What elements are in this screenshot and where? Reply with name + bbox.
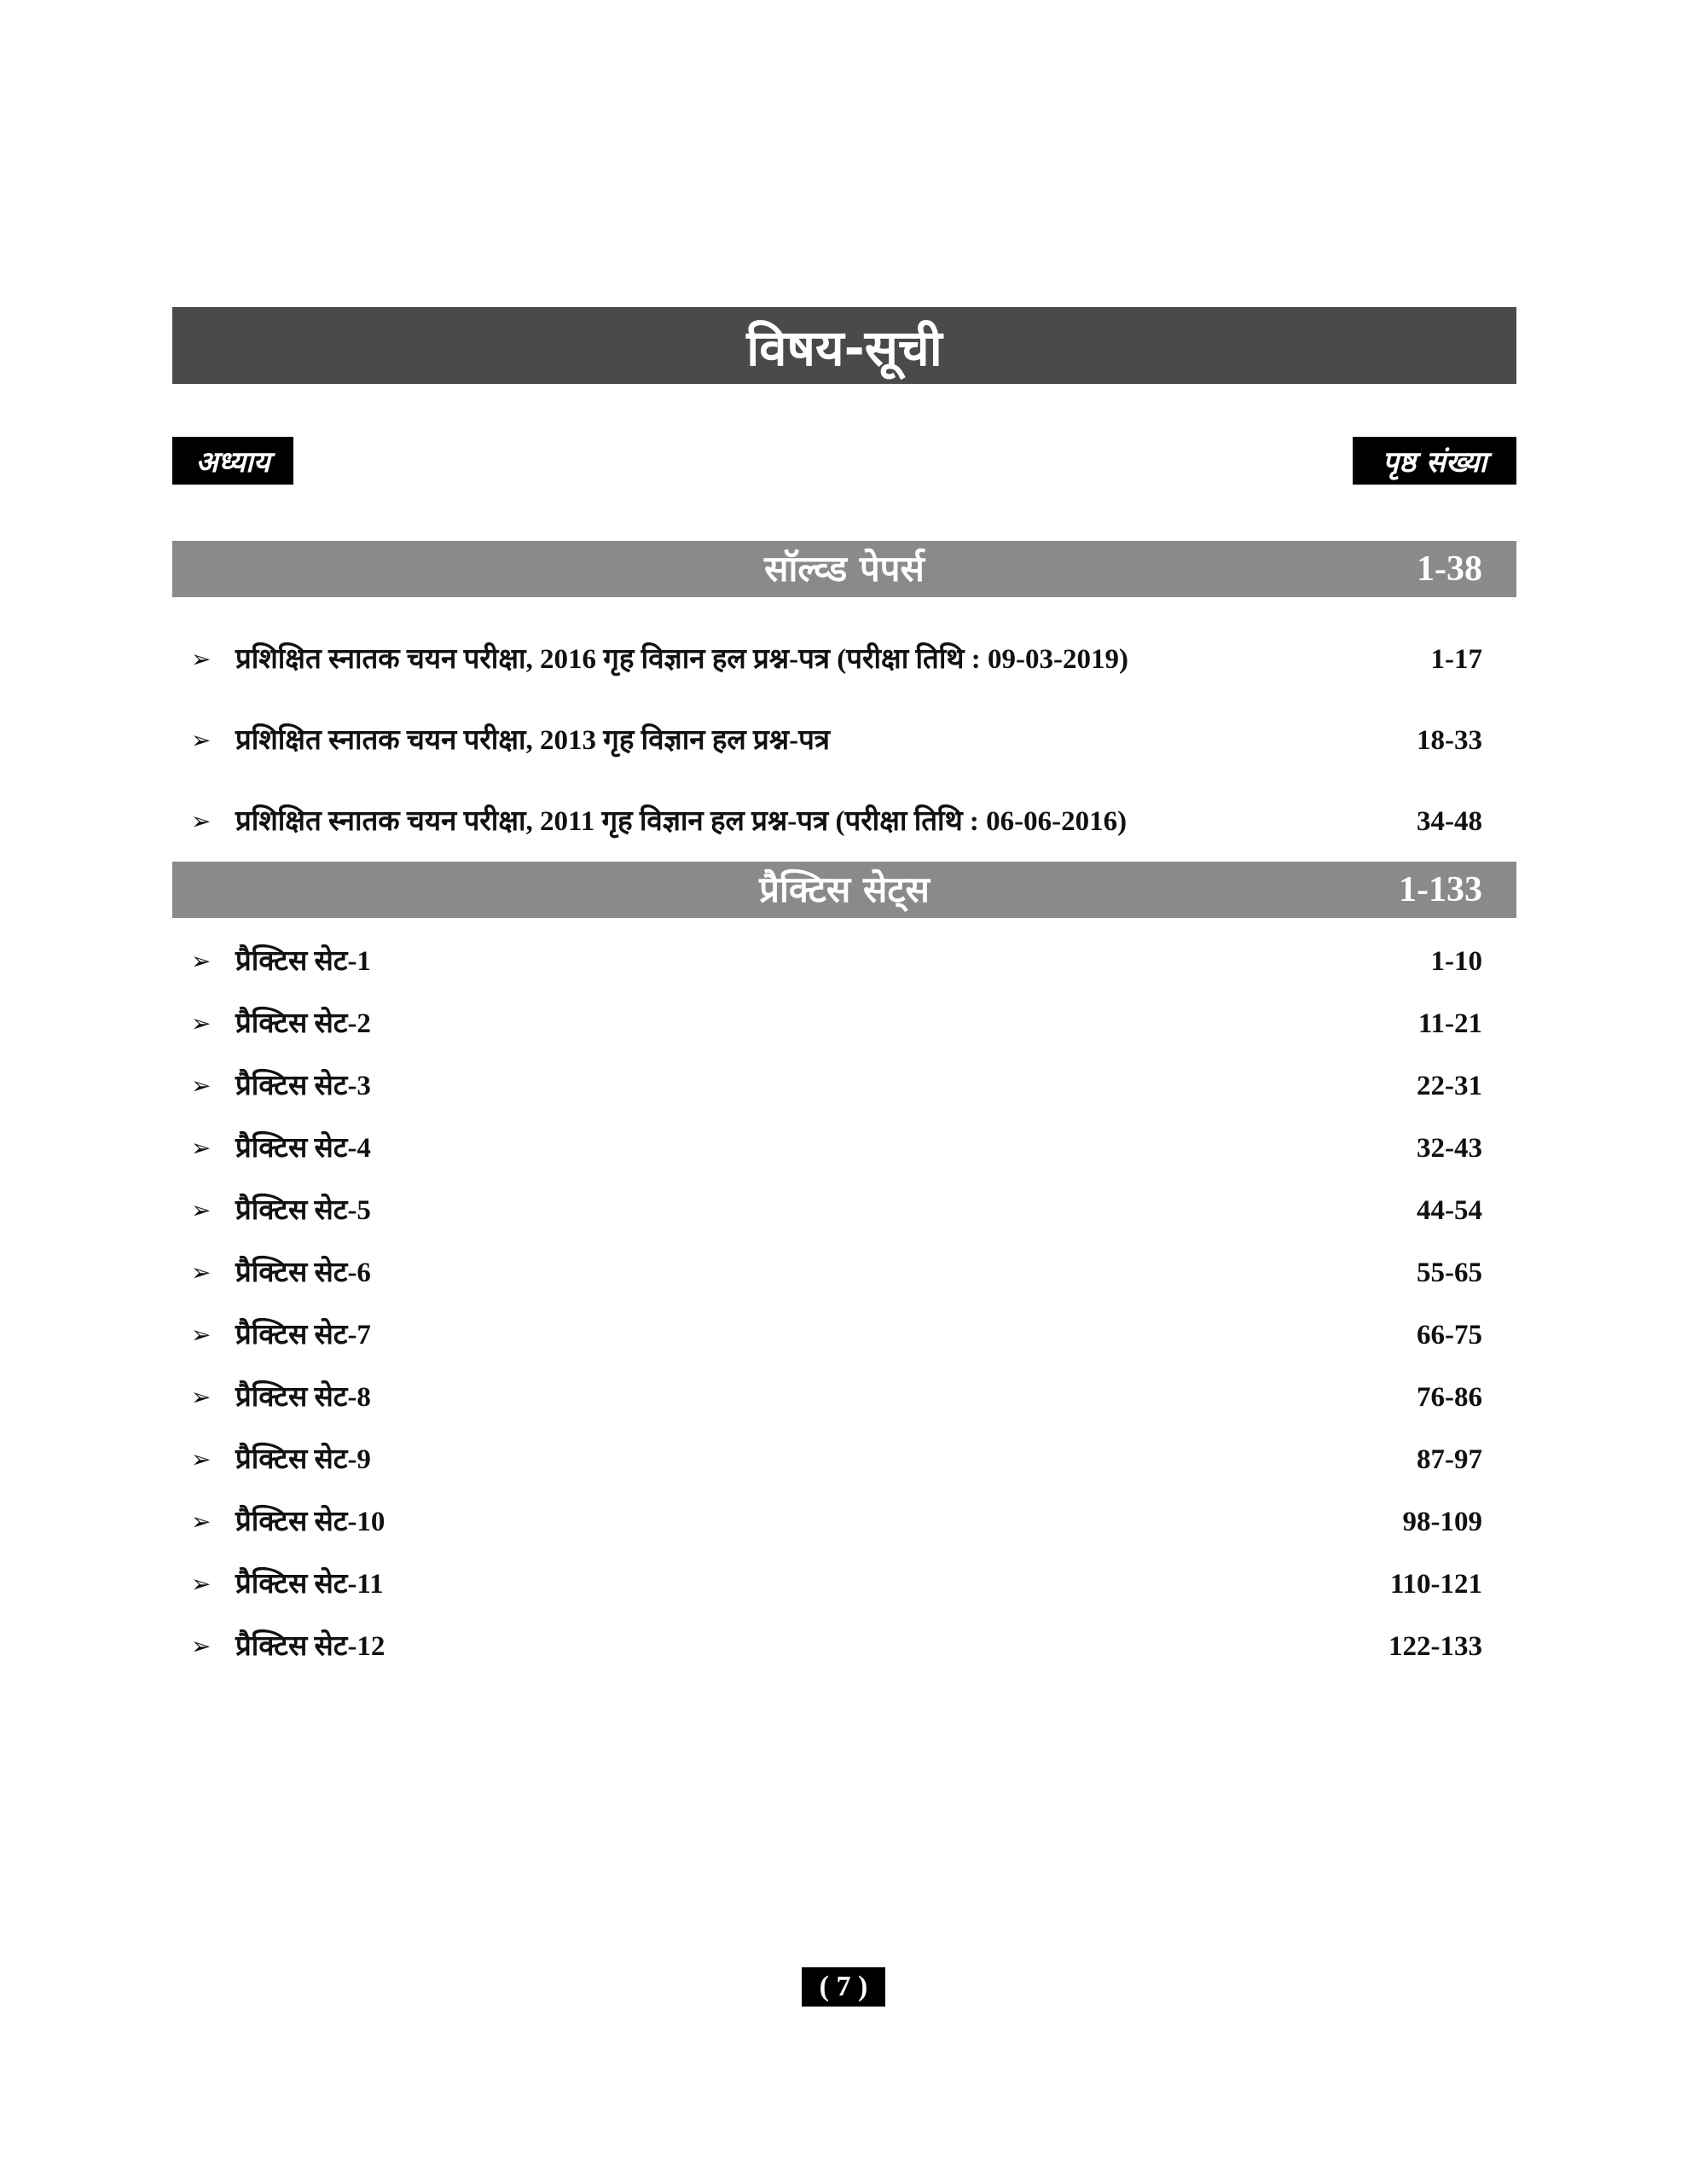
toc-entry-pages: 66-75 xyxy=(1417,1320,1482,1350)
toc-entry[interactable] xyxy=(172,1625,1516,1668)
toc-entry[interactable] xyxy=(172,1189,1516,1232)
toc-entry-pages: 1-10 xyxy=(1430,946,1482,977)
toc-entry-pages: 11-21 xyxy=(1417,1008,1482,1039)
arrowhead-bullet-icon: ➢ xyxy=(191,1258,212,1287)
toc-entry-text: प्रैक्टिस सेट-5 xyxy=(235,1195,371,1226)
arrowhead-bullet-icon: ➢ xyxy=(191,1570,212,1598)
toc-entry[interactable] xyxy=(172,1002,1516,1045)
toc-entry[interactable] xyxy=(172,638,1516,681)
toc-entry-pages: 22-31 xyxy=(1417,1071,1482,1101)
section-title: प्रैक्टिस सेट्स xyxy=(759,868,930,910)
arrowhead-bullet-icon: ➢ xyxy=(191,726,212,754)
contents-title-bar xyxy=(172,307,1516,384)
toc-entry-pages: 32-43 xyxy=(1417,1133,1482,1164)
toc-entry-text: प्रैक्टिस सेट-12 xyxy=(235,1631,386,1662)
toc-entry-pages: 34-48 xyxy=(1417,806,1482,837)
toc-entry-pages: 122-133 xyxy=(1388,1631,1482,1662)
toc-entry-text: प्रैक्टिस सेट-3 xyxy=(235,1071,371,1101)
section-header-practice-sets xyxy=(172,862,1516,918)
toc-entry[interactable] xyxy=(172,800,1516,843)
toc-entry-pages: 87-97 xyxy=(1417,1444,1482,1475)
arrowhead-bullet-icon: ➢ xyxy=(191,1632,212,1660)
arrowhead-bullet-icon: ➢ xyxy=(191,1383,212,1411)
toc-entry[interactable] xyxy=(172,940,1516,983)
toc-entry-pages: 98-109 xyxy=(1402,1507,1482,1537)
toc-entry-pages: 55-65 xyxy=(1417,1258,1482,1288)
toc-entry-text: प्रैक्टिस सेट-8 xyxy=(235,1382,371,1413)
toc-entry[interactable] xyxy=(172,1065,1516,1107)
page-title: विषय-सूची xyxy=(746,318,942,377)
arrowhead-bullet-icon: ➢ xyxy=(191,1134,212,1162)
arrowhead-bullet-icon: ➢ xyxy=(191,1009,212,1037)
toc-entry-text: प्रैक्टिस सेट-1 xyxy=(235,946,371,977)
toc-entry-pages: 44-54 xyxy=(1417,1195,1482,1226)
toc-entry-text: प्रैक्टिस सेट-4 xyxy=(235,1133,371,1164)
toc-entry-text: प्रैक्टिस सेट-10 xyxy=(235,1507,386,1537)
section-pages: 1-38 xyxy=(1417,549,1482,589)
toc-entry[interactable] xyxy=(172,1501,1516,1543)
arrowhead-bullet-icon: ➢ xyxy=(191,947,212,975)
toc-entry-text: प्रैक्टिस सेट-6 xyxy=(235,1258,371,1288)
arrowhead-bullet-icon: ➢ xyxy=(191,1196,212,1224)
page-number-badge: ( 7 ) xyxy=(802,1967,885,2007)
section-pages: 1-133 xyxy=(1399,870,1482,909)
toc-entry[interactable] xyxy=(172,1563,1516,1606)
section-title: सॉल्व्ड पेपर्स xyxy=(764,548,925,590)
toc-entry-text: प्रैक्टिस सेट-7 xyxy=(235,1320,371,1350)
toc-entry[interactable] xyxy=(172,1127,1516,1170)
toc-entry-text: प्रैक्टिस सेट-2 xyxy=(235,1008,371,1039)
arrowhead-bullet-icon: ➢ xyxy=(191,807,212,835)
toc-entry-pages: 18-33 xyxy=(1417,725,1482,756)
page-number-label: पृष्ठ संख्या xyxy=(1353,437,1516,485)
toc-entry[interactable] xyxy=(172,1438,1516,1481)
arrowhead-bullet-icon: ➢ xyxy=(191,1072,212,1100)
toc-entry[interactable] xyxy=(172,719,1516,762)
arrowhead-bullet-icon: ➢ xyxy=(191,1507,212,1536)
toc-entry-text: प्रशिक्षित स्नातक चयन परीक्षा, 2013 गृह विज्ञान हल प्रश्न-पत्र xyxy=(235,725,831,756)
toc-entry[interactable] xyxy=(172,1314,1516,1356)
toc-entry-text: प्रशिक्षित स्नातक चयन परीक्षा, 2011 गृह विज्ञान हल प्रश्न-पत्र (परीक्षा तिथि : 06-06-2016) xyxy=(235,806,1128,837)
toc-entry-text: प्रशिक्षित स्नातक चयन परीक्षा, 2016 गृह विज्ञान हल प्रश्न-पत्र (परीक्षा तिथि : 09-03-2019) xyxy=(235,644,1128,675)
toc-entry-pages: 110-121 xyxy=(1389,1569,1482,1600)
arrowhead-bullet-icon: ➢ xyxy=(191,645,212,673)
toc-entry-text: प्रैक्टिस सेट-9 xyxy=(235,1444,371,1475)
toc-entry-text: प्रैक्टिस सेट-11 xyxy=(235,1569,384,1600)
toc-entry-pages: 1-17 xyxy=(1430,644,1482,675)
section-header-solved-papers xyxy=(172,541,1516,597)
arrowhead-bullet-icon: ➢ xyxy=(191,1445,212,1473)
arrowhead-bullet-icon: ➢ xyxy=(191,1321,212,1349)
chapter-label: अध्याय xyxy=(172,437,293,485)
toc-entry[interactable] xyxy=(172,1252,1516,1294)
toc-entry[interactable] xyxy=(172,1376,1516,1419)
toc-entry-pages: 76-86 xyxy=(1417,1382,1482,1413)
